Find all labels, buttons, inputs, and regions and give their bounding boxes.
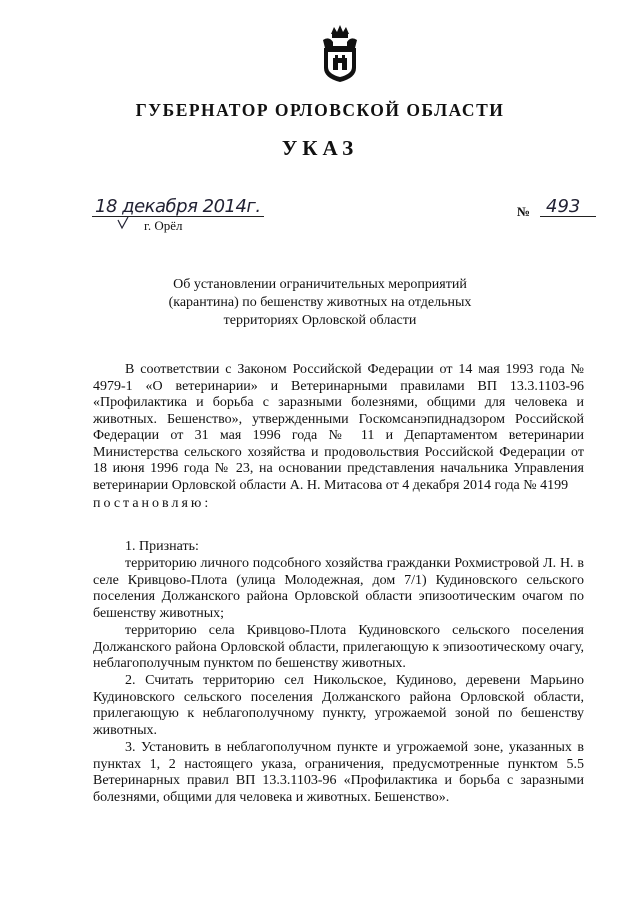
subject-line: Об установлении ограничительных мероприятий [173,277,467,292]
decree-word: постановляю: [93,496,212,511]
check-mark-icon [117,216,129,230]
item-1-heading: 1. Признать: [125,539,199,554]
document-subject [120,276,520,330]
item-1-paragraph-a: территорию личного подсобного хозяйства гражданки Рохмистровой Л. Н. в селе Кривцово-Плота (улица Молодежная, дом 7/1) Кудиновского сельского поселения Должанского района Орловской области эпизоотическим очагом по бешенству животных; [93,556,584,621]
subject-line: (карантина) по бешенству животных на отдельных [168,295,472,310]
number-underline [540,216,596,217]
item-2-paragraph: 2. Считать территорию сел Никольское, Кудиново, деревени Марьино Кудиновского сельского поселения Должанского района Орловской области, прилегающую к неблагополучному пункту, угрожаемой зоной по бешенству животных. [93,673,584,738]
item-1-paragraph-b: территорию села Кривцово-Плота Кудиновского сельского поселения Должанского района Орловской области, прилегающую к эпизоотическому очагу, неблагополучным пунктом по бешенству животных. [93,623,584,671]
number-label: № [517,204,531,219]
preamble-paragraph: В соответствии с Законом Российской Федерации от 14 мая 1993 года № 4979-1 «О ветеринарии» и Ветеринарными правилами ВП 13.3.1103-96 «Профилактика и борьба с заразными болезнями, общими для человека и животных. Бешенство», утвержденными Госкомсанэпиднадзором Российской Федерации от 31 мая 1996 года № 11 и Департаментом ветеринарии Министерства сельского хозяйства и продовольствия Российской Федерации от 18 июня 1996 года № 23, на основании представления начальника Управления ветеринарии Орловской области А. Н. Митасова от 4 декабря 2014 года № 4199 [93,362,584,493]
coat-of-arms-icon [319,24,361,84]
city: г. Орёл [144,218,183,233]
subject-line: территориях Орловской области [223,313,417,328]
handwritten-date: 18 декабря 2014г. [95,196,261,217]
authority-title: ГУБЕРНАТОР ОРЛОВСКОЙ ОБЛАСТИ [135,100,505,120]
document-type: УКАЗ [281,136,359,160]
item-3-paragraph: 3. Установить в неблагополучном пункте и угрожаемой зоне, указанных в пунктах 1, 2 настоящего указа, ограничения, предусмотренные пунктом 5.5 Ветеринарных правил ВП 13.3.1103-96 «Профилактика и борьба с заразными болезнями, общими для человека и животных. Бешенство». [93,740,584,805]
handwritten-number: 493 [546,196,581,217]
